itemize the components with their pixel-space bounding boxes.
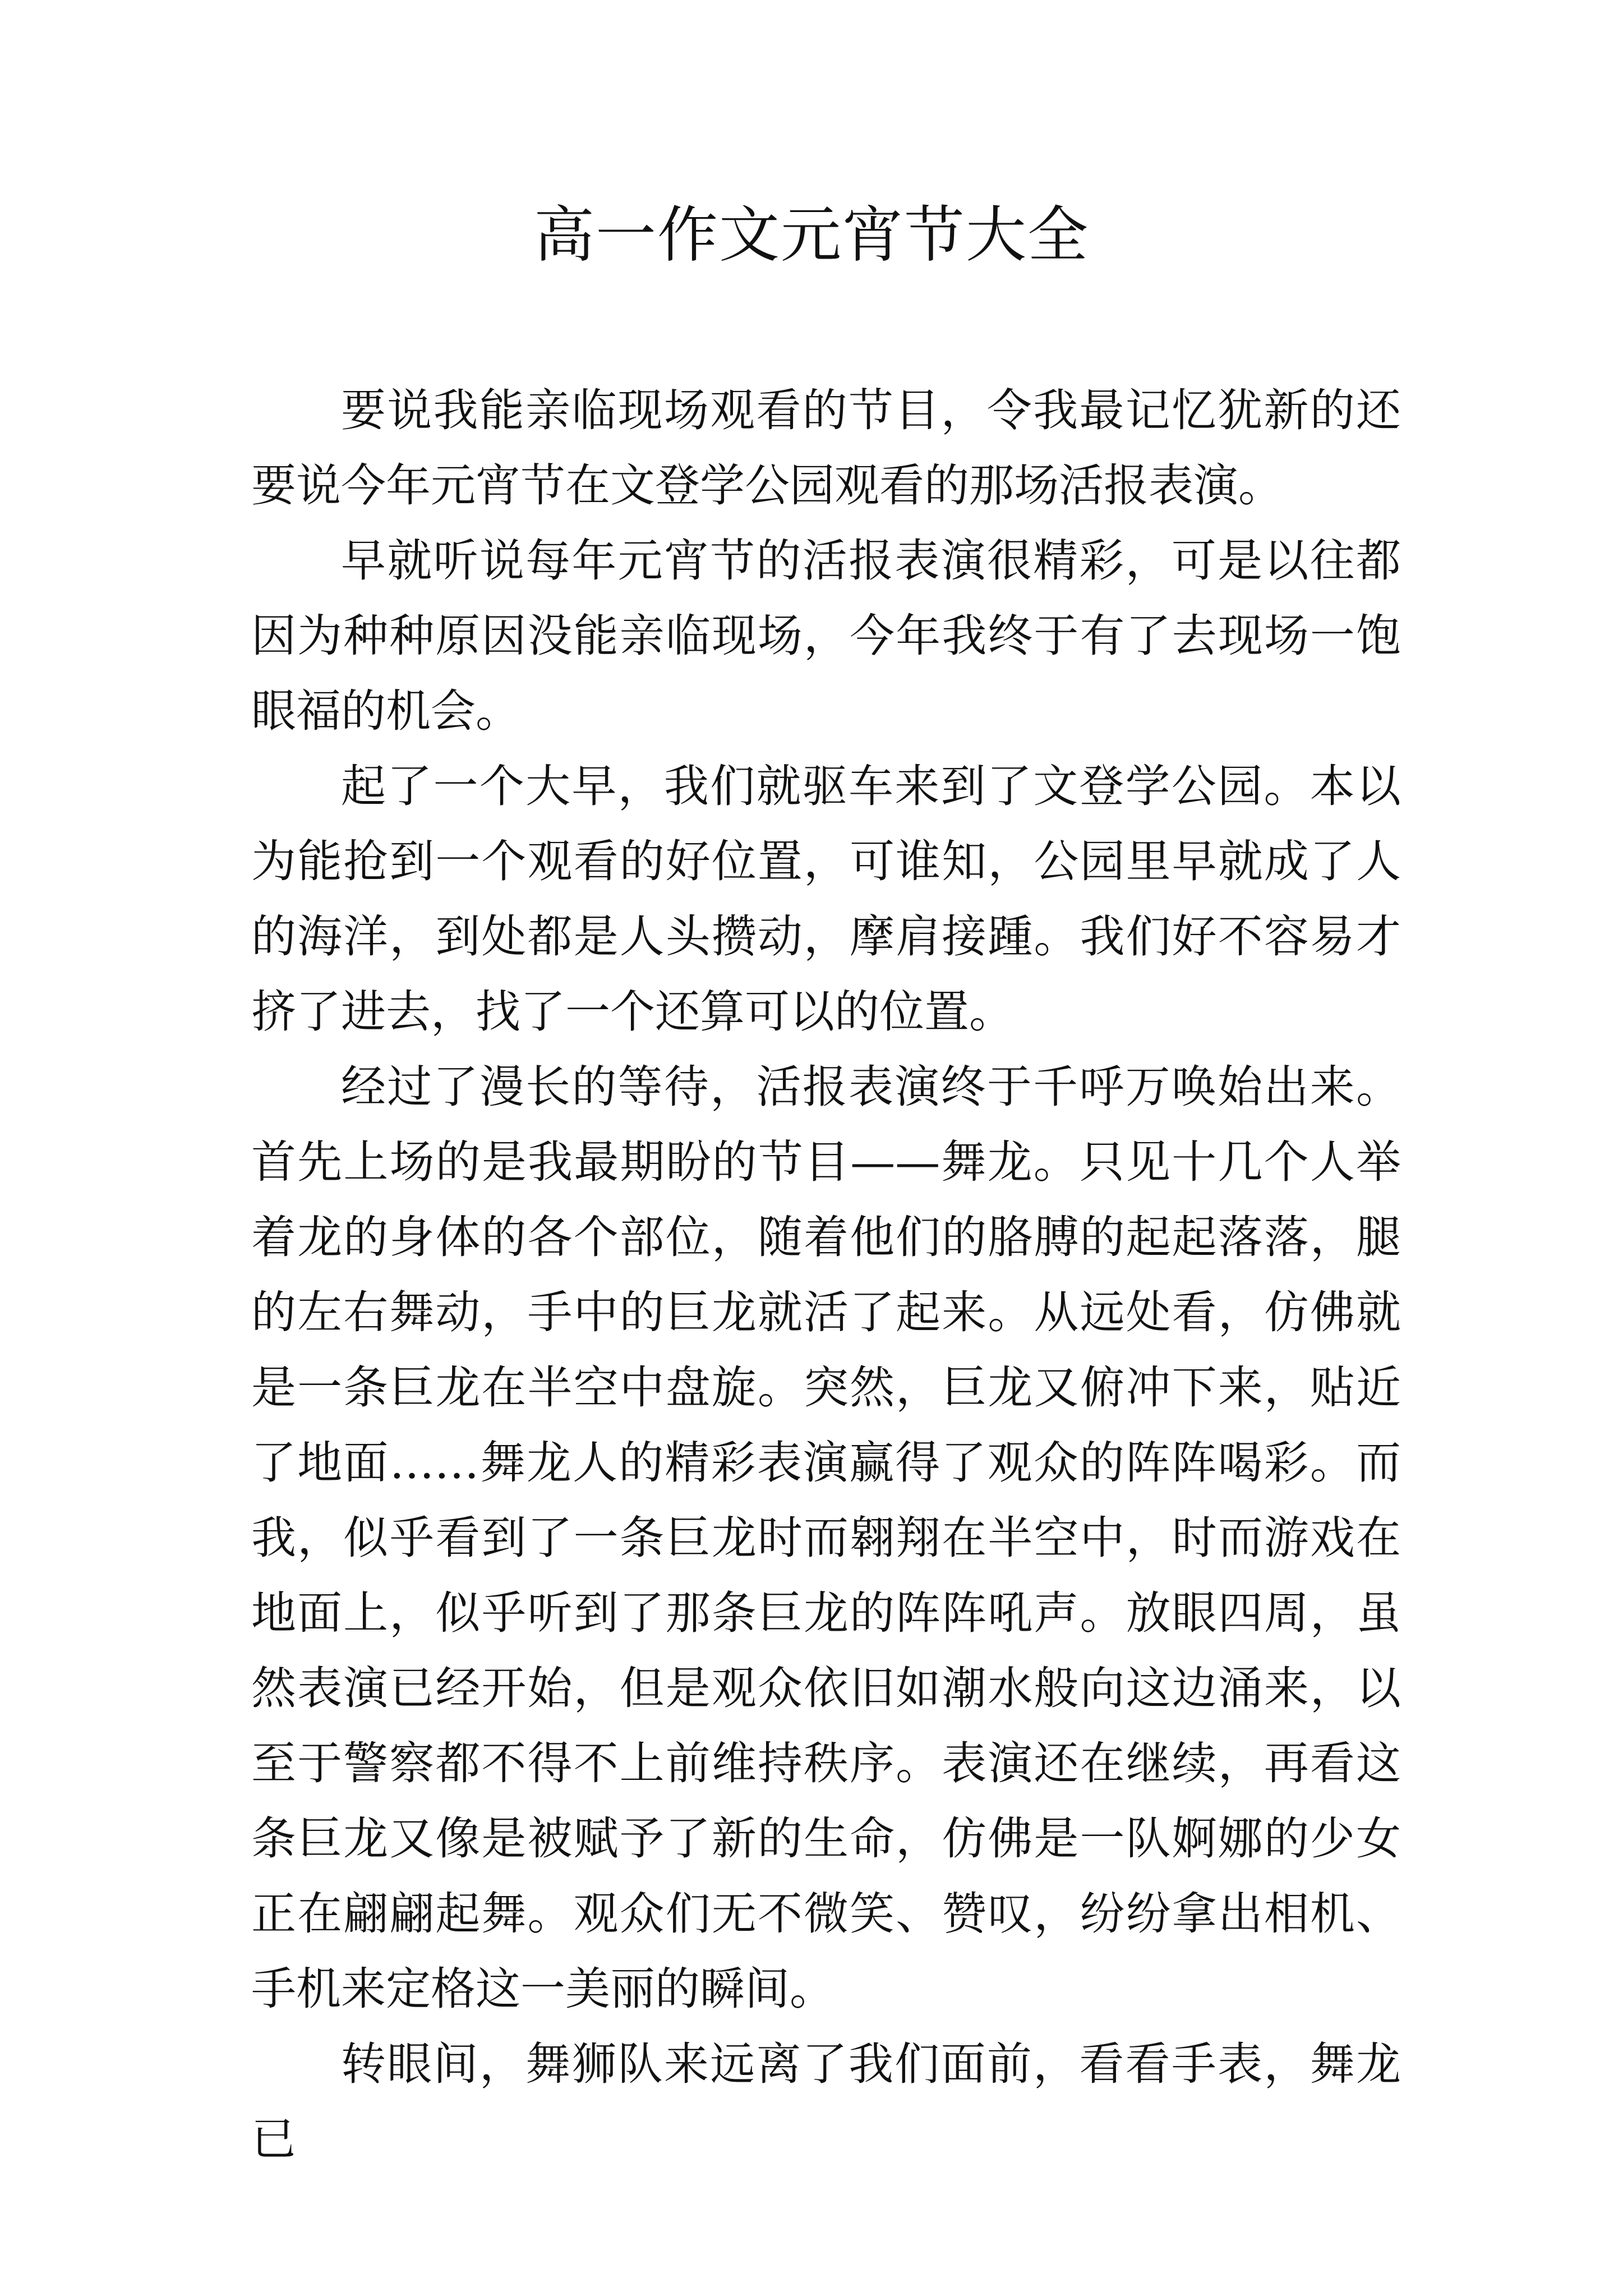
paragraph: 起了一个大早，我们就驱车来到了文登学公园。本以为能抢到一个观看的好位置，可谁知，公园里早就成了人的海洋，到处都是人头攒动，摩肩接踵。我们好不容易才挤了进去，找了一个还算可以的位置。 — [251, 760, 1401, 1038]
paragraph: 经过了漫长的等待，活报表演终于千呼万唤始出来。首先上场的是我最期盼的节目——舞龙。只见十几个人举着龙的身体的各个部位，随着他们的胳膊的起起落落，腿的左右舞动，手中的巨龙就活了起来。从远处看，仿佛就是一条巨龙在半空中盘旋。突然，巨龙又俯冲下来，贴近了地面……舞龙人的精彩表演赢得了观众的阵阵喝彩。而我，似乎看到了一条巨龙时而翱翔在半空中，时而游戏在地面上，似乎听到了那条巨龙的阵阵吼声。放眼四周，虽然表演已经开始，但是观众依旧如潮水般向这边涌来，以至于警察都不得不上前维持秩序。表演还在继续，再看这条巨龙又像是被赋予了新的生命，仿佛是一队婀娜的少女正在翩翩起舞。观众们无不微笑、赞叹，纷纷拿出相机、手机来定格这一美丽的瞬间。 — [251, 1061, 1401, 2015]
document-title: 高一作文元宵节大全 — [533, 200, 1089, 270]
paragraph: 要说我能亲临现场观看的节目，令我最记忆犹新的还要说今年元宵节在文登学公园观看的那场活报表演。 — [251, 384, 1401, 512]
document-body — [251, 373, 1401, 2177]
paragraph: 早就听说每年元宵节的活报表演很精彩，可是以往都因为种种原因没能亲临现场，今年我终于有了去现场一饱眼福的机会。 — [251, 535, 1401, 737]
paragraph: 转眼间，舞狮队来远离了我们面前，看看手表，舞龙已 — [251, 2038, 1401, 2165]
